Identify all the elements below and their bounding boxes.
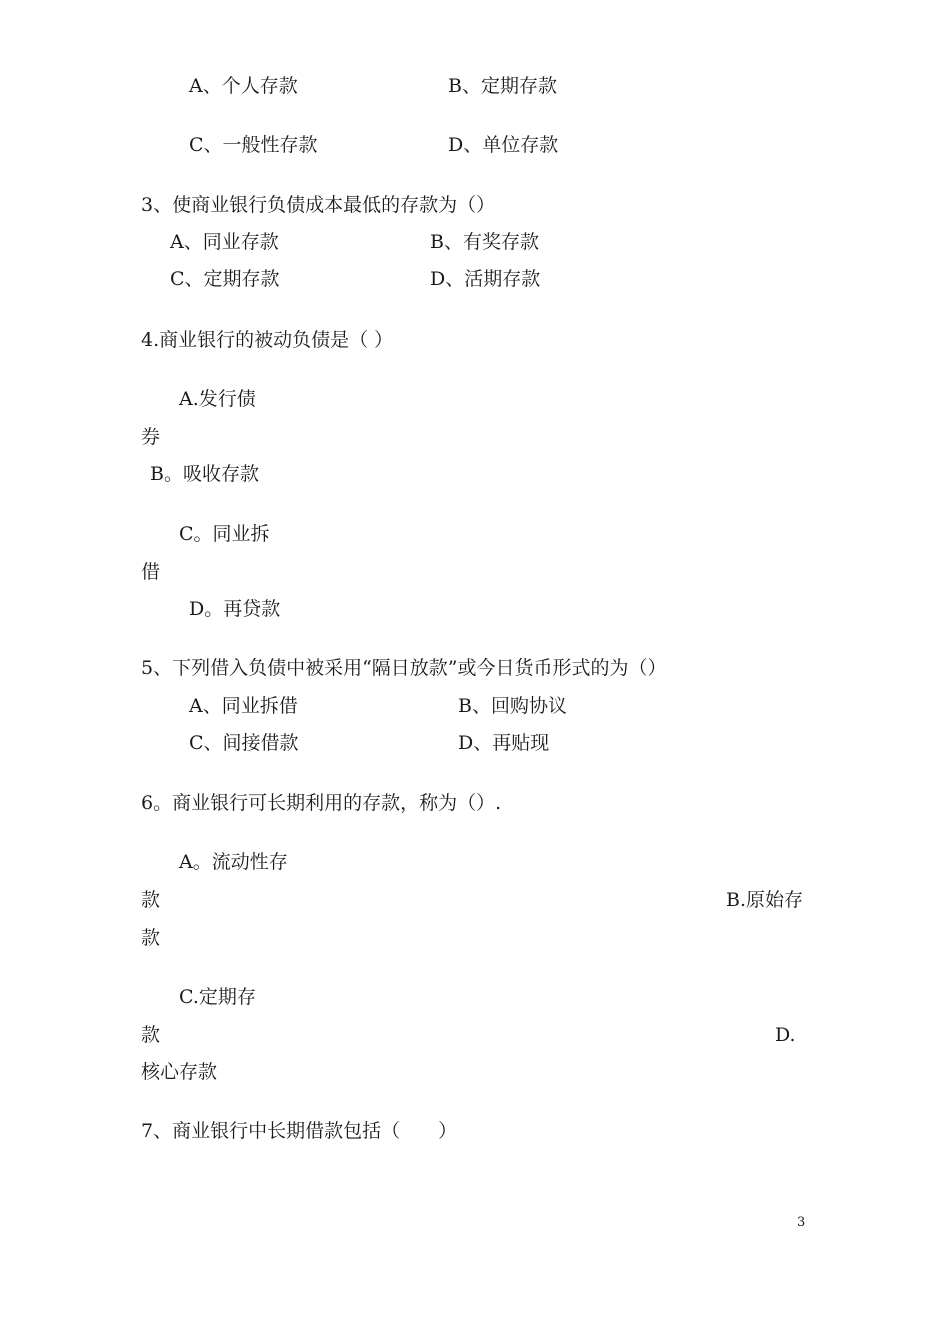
q6-option-d-wrap: 核心存款: [141, 1061, 218, 1083]
q6-option-b: B.原始存: [726, 889, 804, 911]
q4-option-a: A.发行债: [179, 388, 256, 410]
q3-option-c: C、定期存款: [170, 268, 280, 290]
q5-option-a: A、同业拆借: [189, 695, 298, 717]
q3-option-d: D、活期存款: [430, 268, 541, 290]
q4-stem: 4.商业银行的被动负债是（ ）: [141, 329, 394, 351]
q5-option-c: C、间接借款: [189, 732, 299, 754]
q6-option-d: D.: [775, 1024, 796, 1046]
q5-stem: 5、下列借入负债中被采用“隔日放款”或今日货币形式的为（）: [141, 657, 667, 679]
q2-option-a: A、个人存款: [189, 75, 298, 97]
q4-option-a-wrap: 券: [141, 426, 161, 448]
q6-option-c-wrap: 款: [141, 1024, 161, 1046]
q5-option-b: B、回购协议: [458, 695, 567, 717]
q4-option-c: C。同业拆: [179, 523, 270, 545]
q6-option-c: C.定期存: [179, 986, 256, 1008]
q2-option-c: C、一般性存款: [189, 134, 318, 156]
q5-option-d: D、再贴现: [458, 732, 550, 754]
q7-stem: 7、商业银行中长期借款包括（ ）: [141, 1120, 458, 1142]
q3-option-a: A、同业存款: [170, 231, 279, 253]
q6-stem: 6。商业银行可长期利用的存款，称为（）.: [141, 792, 502, 814]
q3-option-b: B、有奖存款: [430, 231, 539, 253]
q2-option-b: B、定期存款: [448, 75, 557, 97]
q6-option-b-wrap: 款: [141, 927, 161, 949]
q6-option-a: A。流动性存: [179, 851, 288, 873]
q4-option-c-wrap: 借: [141, 561, 161, 583]
q6-option-a-wrap: 款: [141, 889, 161, 911]
q4-option-b: B。吸收存款: [150, 463, 259, 485]
page-number: 3: [797, 1215, 806, 1230]
q2-option-d: D、单位存款: [448, 134, 559, 156]
q3-stem: 3、使商业银行负债成本最低的存款为（）: [141, 194, 496, 216]
q4-option-d: D。再贷款: [189, 598, 281, 620]
